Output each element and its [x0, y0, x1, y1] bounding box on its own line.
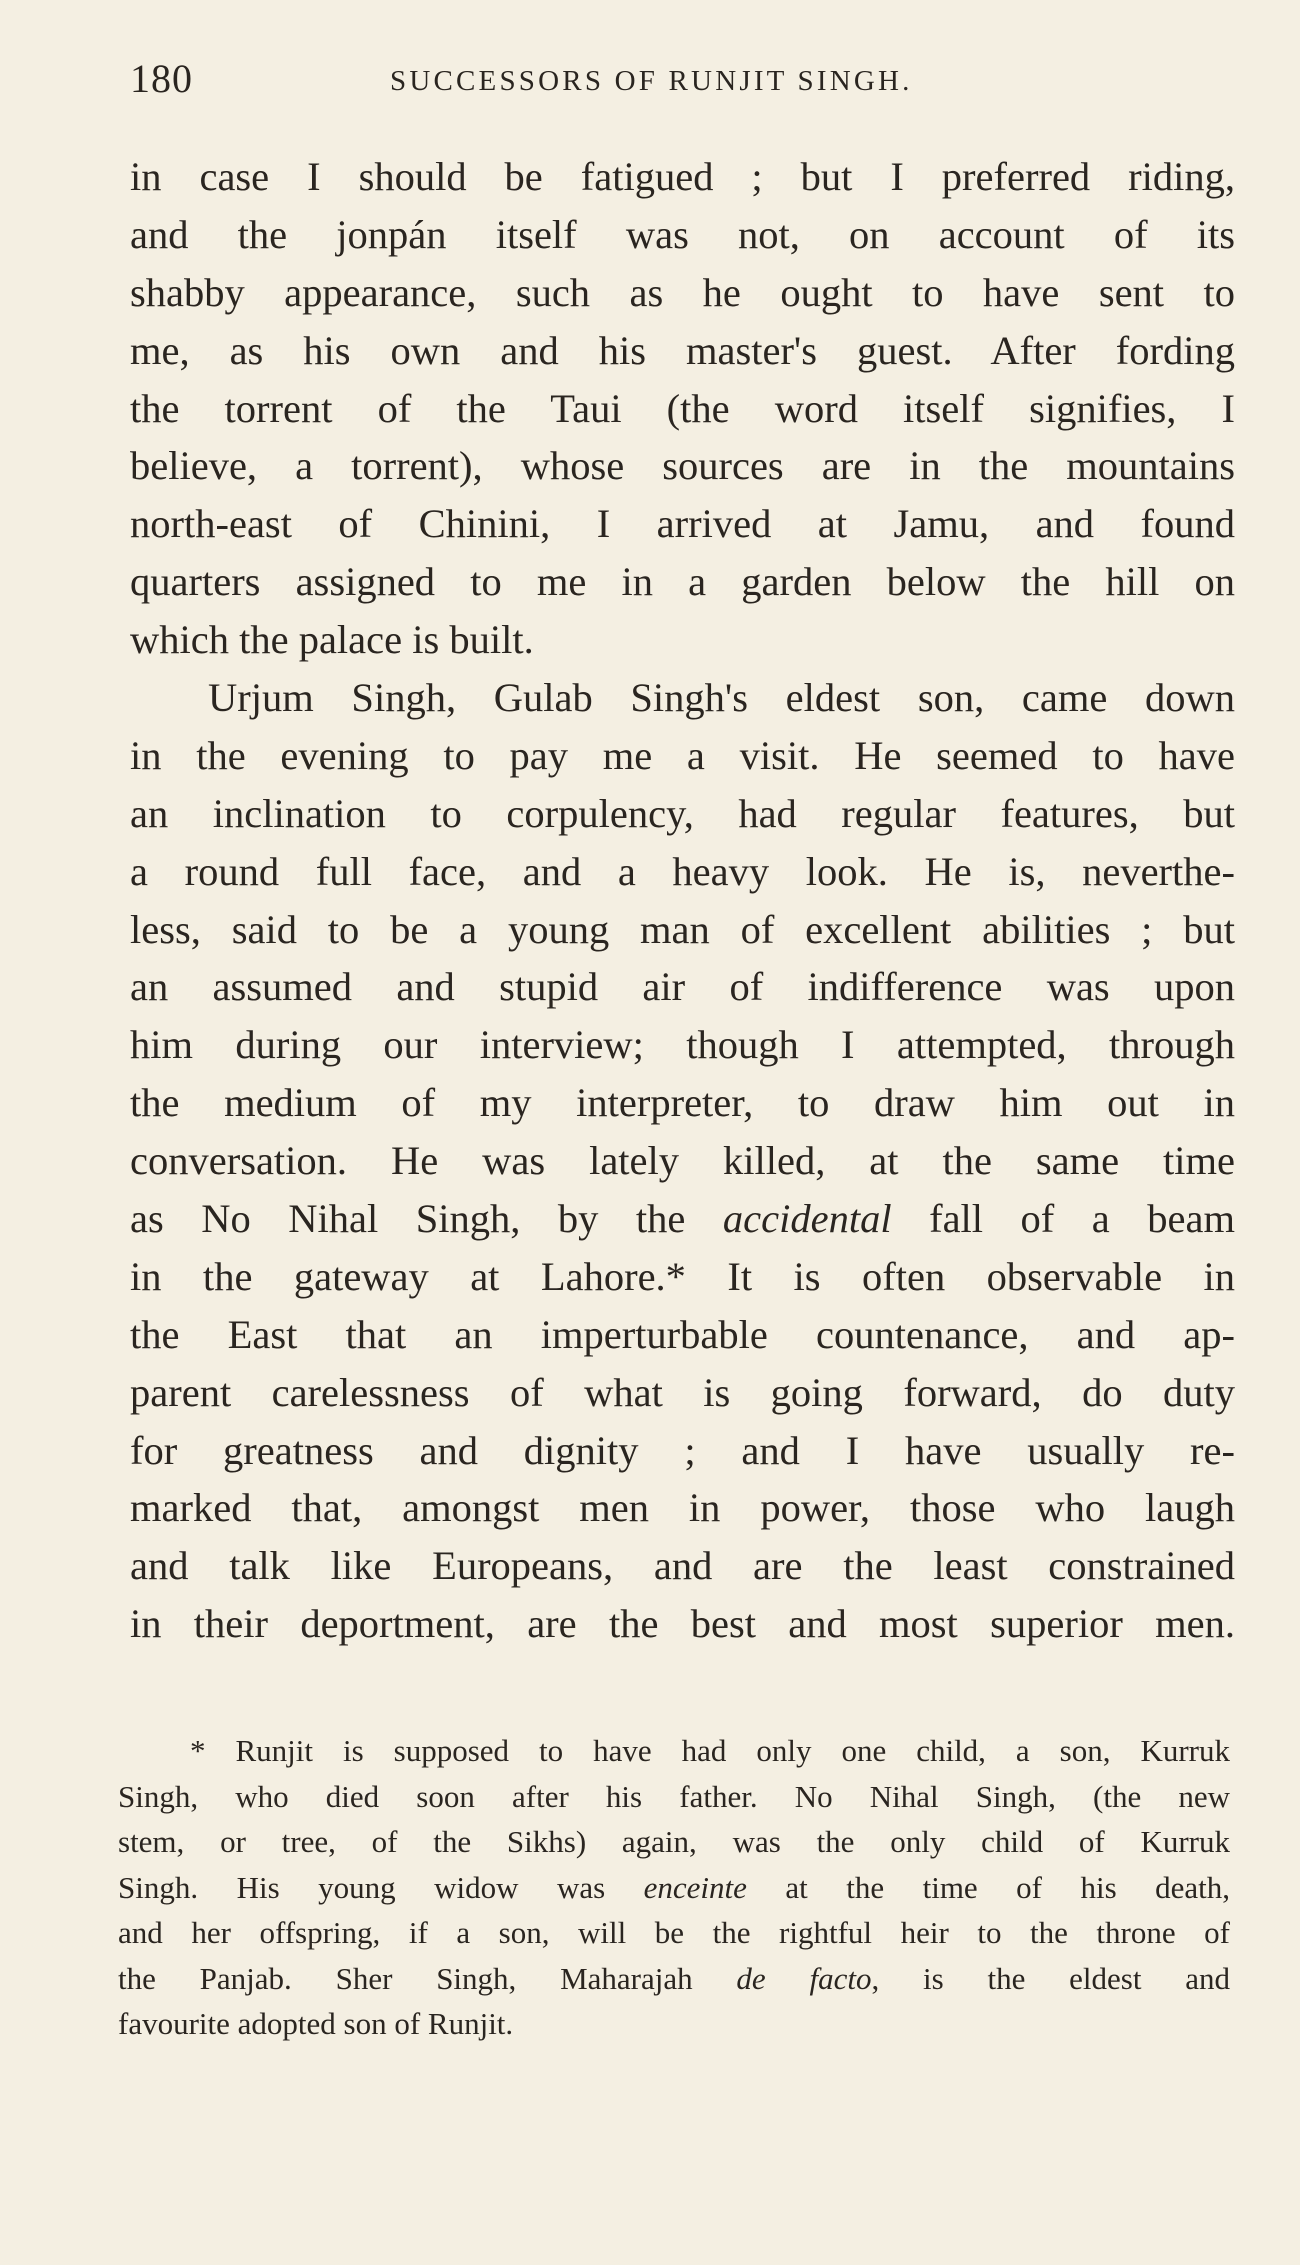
- text-run: , is the eldest and: [871, 1960, 1230, 1996]
- body-line: in the evening to pay me a visit. He seemed to have: [130, 732, 1235, 778]
- body-line: the medium of my interpreter, to draw him out in: [130, 1080, 1235, 1126]
- body-line: an assumed and stupid air of indifference was upon: [130, 964, 1235, 1010]
- body-text: [130, 148, 1235, 1653]
- body-line: the East that an imperturbable countenance, and ap-: [130, 1311, 1235, 1357]
- text-run: at the time of his death,: [746, 1869, 1231, 1905]
- footnote-line-with-italic: [118, 1865, 1230, 1911]
- footnote-line: Singh, who died soon after his father. No Nihal Singh, (the new: [118, 1778, 1230, 1814]
- text-run: as No Nihal Singh, by the: [130, 1196, 723, 1242]
- body-line: marked that, amongst men in power, those who laugh: [130, 1485, 1235, 1531]
- footnote-line: stem, or tree, of the Sikhs) again, was the only child of Kurruk: [118, 1824, 1230, 1859]
- body-line-with-italic: [130, 1190, 1235, 1248]
- italic-word: accidental: [722, 1196, 892, 1242]
- body-line: me, as his own and his master's guest. After fording: [130, 327, 1235, 373]
- body-line: which the palace is built.: [130, 617, 534, 663]
- text-run: fall of a beam: [891, 1196, 1235, 1242]
- body-line: less, said to be a young man of excellent abilities ; but: [130, 906, 1235, 952]
- body-line: the torrent of the Taui (the word itself signifies, I: [130, 385, 1235, 431]
- body-line: north-east of Chinini, I arrived at Jamu, and found: [130, 501, 1235, 547]
- body-line: in case I should be fatigued ; but I preferred riding,: [130, 154, 1235, 199]
- text-run: the Panjab. Sher Singh, Maharajah: [118, 1960, 737, 1996]
- footnote-line-with-italic: [118, 1956, 1230, 2002]
- body-line: quarters assigned to me in a garden below the hill on: [130, 559, 1235, 605]
- running-head: [130, 55, 1235, 115]
- body-line: for greatness and dignity ; and I have usually re-: [130, 1427, 1235, 1473]
- body-line: him during our interview; though I attempted, through: [130, 1022, 1235, 1068]
- body-line: and talk like Europeans, and are the least constrained: [130, 1543, 1235, 1589]
- body-line: believe, a torrent), whose sources are in the mountains: [130, 443, 1235, 489]
- page-number: 180: [130, 56, 193, 101]
- italic-word: de facto: [736, 1960, 872, 1996]
- running-title: SUCCESSORS OF RUNJIT SINGH.: [390, 65, 913, 97]
- footnote: [118, 1728, 1230, 2047]
- paragraph-start-line: Urjum Singh, Gulab Singh's eldest son, came down: [208, 675, 1235, 721]
- body-line: in their deportment, are the best and most superior men.: [130, 1601, 1235, 1647]
- italic-word: enceinte: [643, 1869, 747, 1905]
- body-line: shabby appearance, such as he ought to have sent to: [130, 269, 1235, 315]
- body-line: in the gateway at Lahore.* It is often observable in: [130, 1253, 1235, 1299]
- body-line: and the jonpán itself was not, on account of its: [130, 211, 1235, 257]
- footnote-line: and her offspring, if a son, will be the rightful heir to the throne of: [118, 1915, 1230, 1950]
- footnote-line: favourite adopted son of Runjit.: [118, 2006, 514, 2041]
- body-line: conversation. He was lately killed, at the same time: [130, 1138, 1235, 1184]
- body-line: a round full face, and a heavy look. He is, neverthe-: [130, 848, 1235, 894]
- footnote-line: * Runjit is supposed to have had only one child, a son, Kurruk: [190, 1733, 1230, 1768]
- body-line: parent carelessness of what is going forward, do duty: [130, 1369, 1235, 1415]
- text-run: Singh. His young widow was: [118, 1869, 644, 1905]
- body-line: an inclination to corpulency, had regular features, but: [130, 790, 1235, 836]
